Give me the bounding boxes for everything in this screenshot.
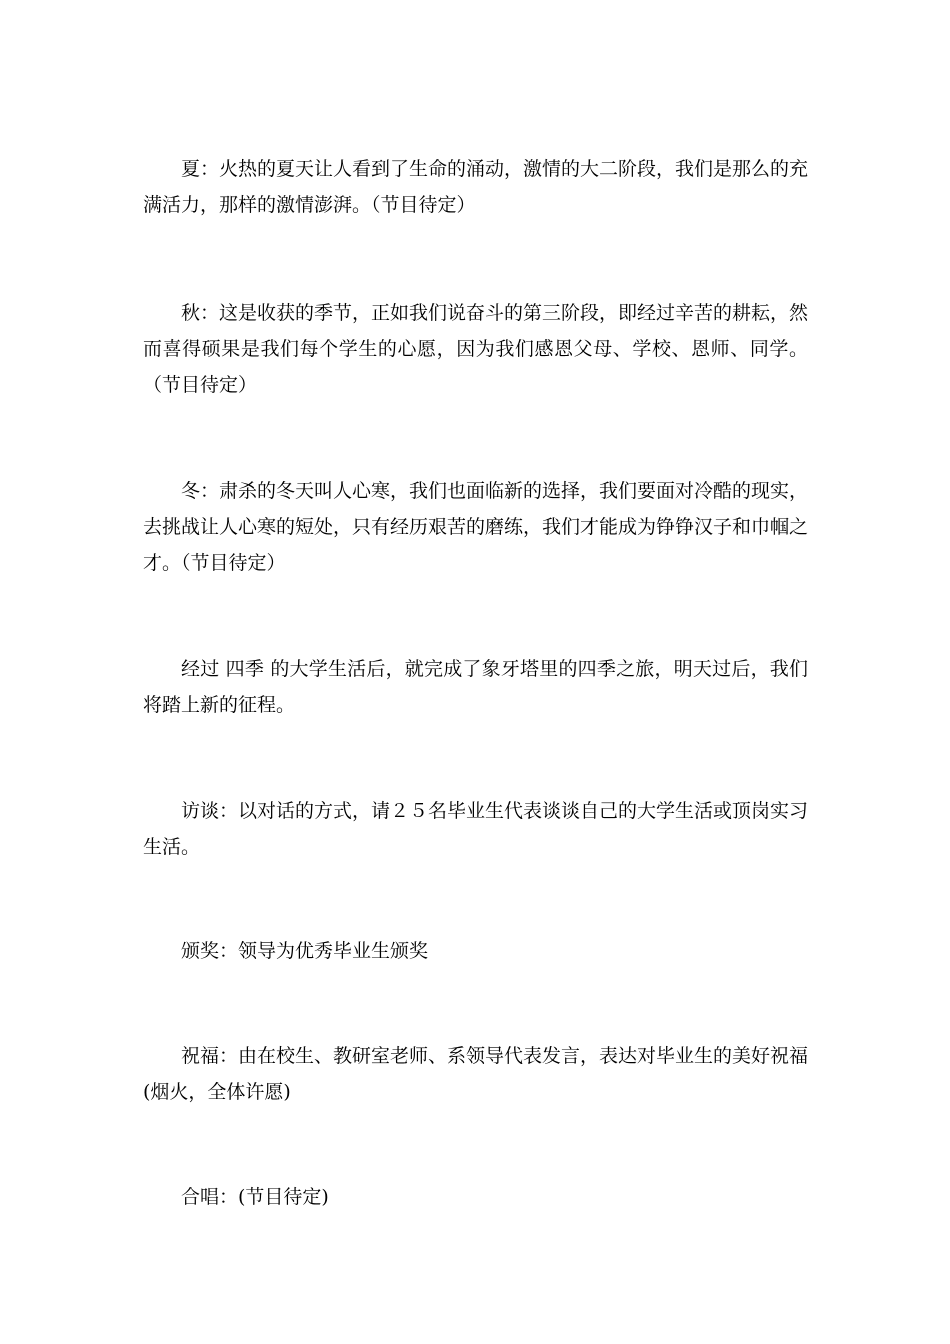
- paragraph-autumn: 秋：这是收获的季节，正如我们说奋斗的第三阶段，即经过辛苦的耕耘，然而喜得硕果是我们每个学生的心愿，因为我们感恩父母、学校、恩师、同学。（节目待定）: [143, 302, 809, 396]
- paragraph-award: 颁奖：领导为优秀毕业生颁奖: [181, 940, 429, 962]
- paragraph-four-seasons: 经过 四季 的大学生活后，就完成了象牙塔里的四季之旅，明天过后，我们将踏上新的征程。: [143, 658, 808, 716]
- paragraph-chorus: 合唱：(节目待定): [181, 1186, 329, 1208]
- paragraph-winter: 冬：肃杀的冬天叫人心寒，我们也面临新的选择，我们要面对冷酷的现实，去挑战让人心寒的短处，只有经历艰苦的磨练，我们才能成为铮铮汉子和巾帼之才。（节目待定）: [143, 480, 809, 574]
- paragraph-interview: 访谈：以对话的方式，请２５名毕业生代表谈谈自己的大学生活或顶岗实习生活。: [143, 800, 809, 858]
- paragraph-blessing: 祝福：由在校生、教研室老师、系领导代表发言，表达对毕业生的美好祝福(烟火，全体许愿): [143, 1045, 809, 1103]
- paragraph-summer: 夏：火热的夏天让人看到了生命的涌动，激情的大二阶段，我们是那么的充满活力，那样的激情澎湃。（节目待定）: [143, 158, 809, 216]
